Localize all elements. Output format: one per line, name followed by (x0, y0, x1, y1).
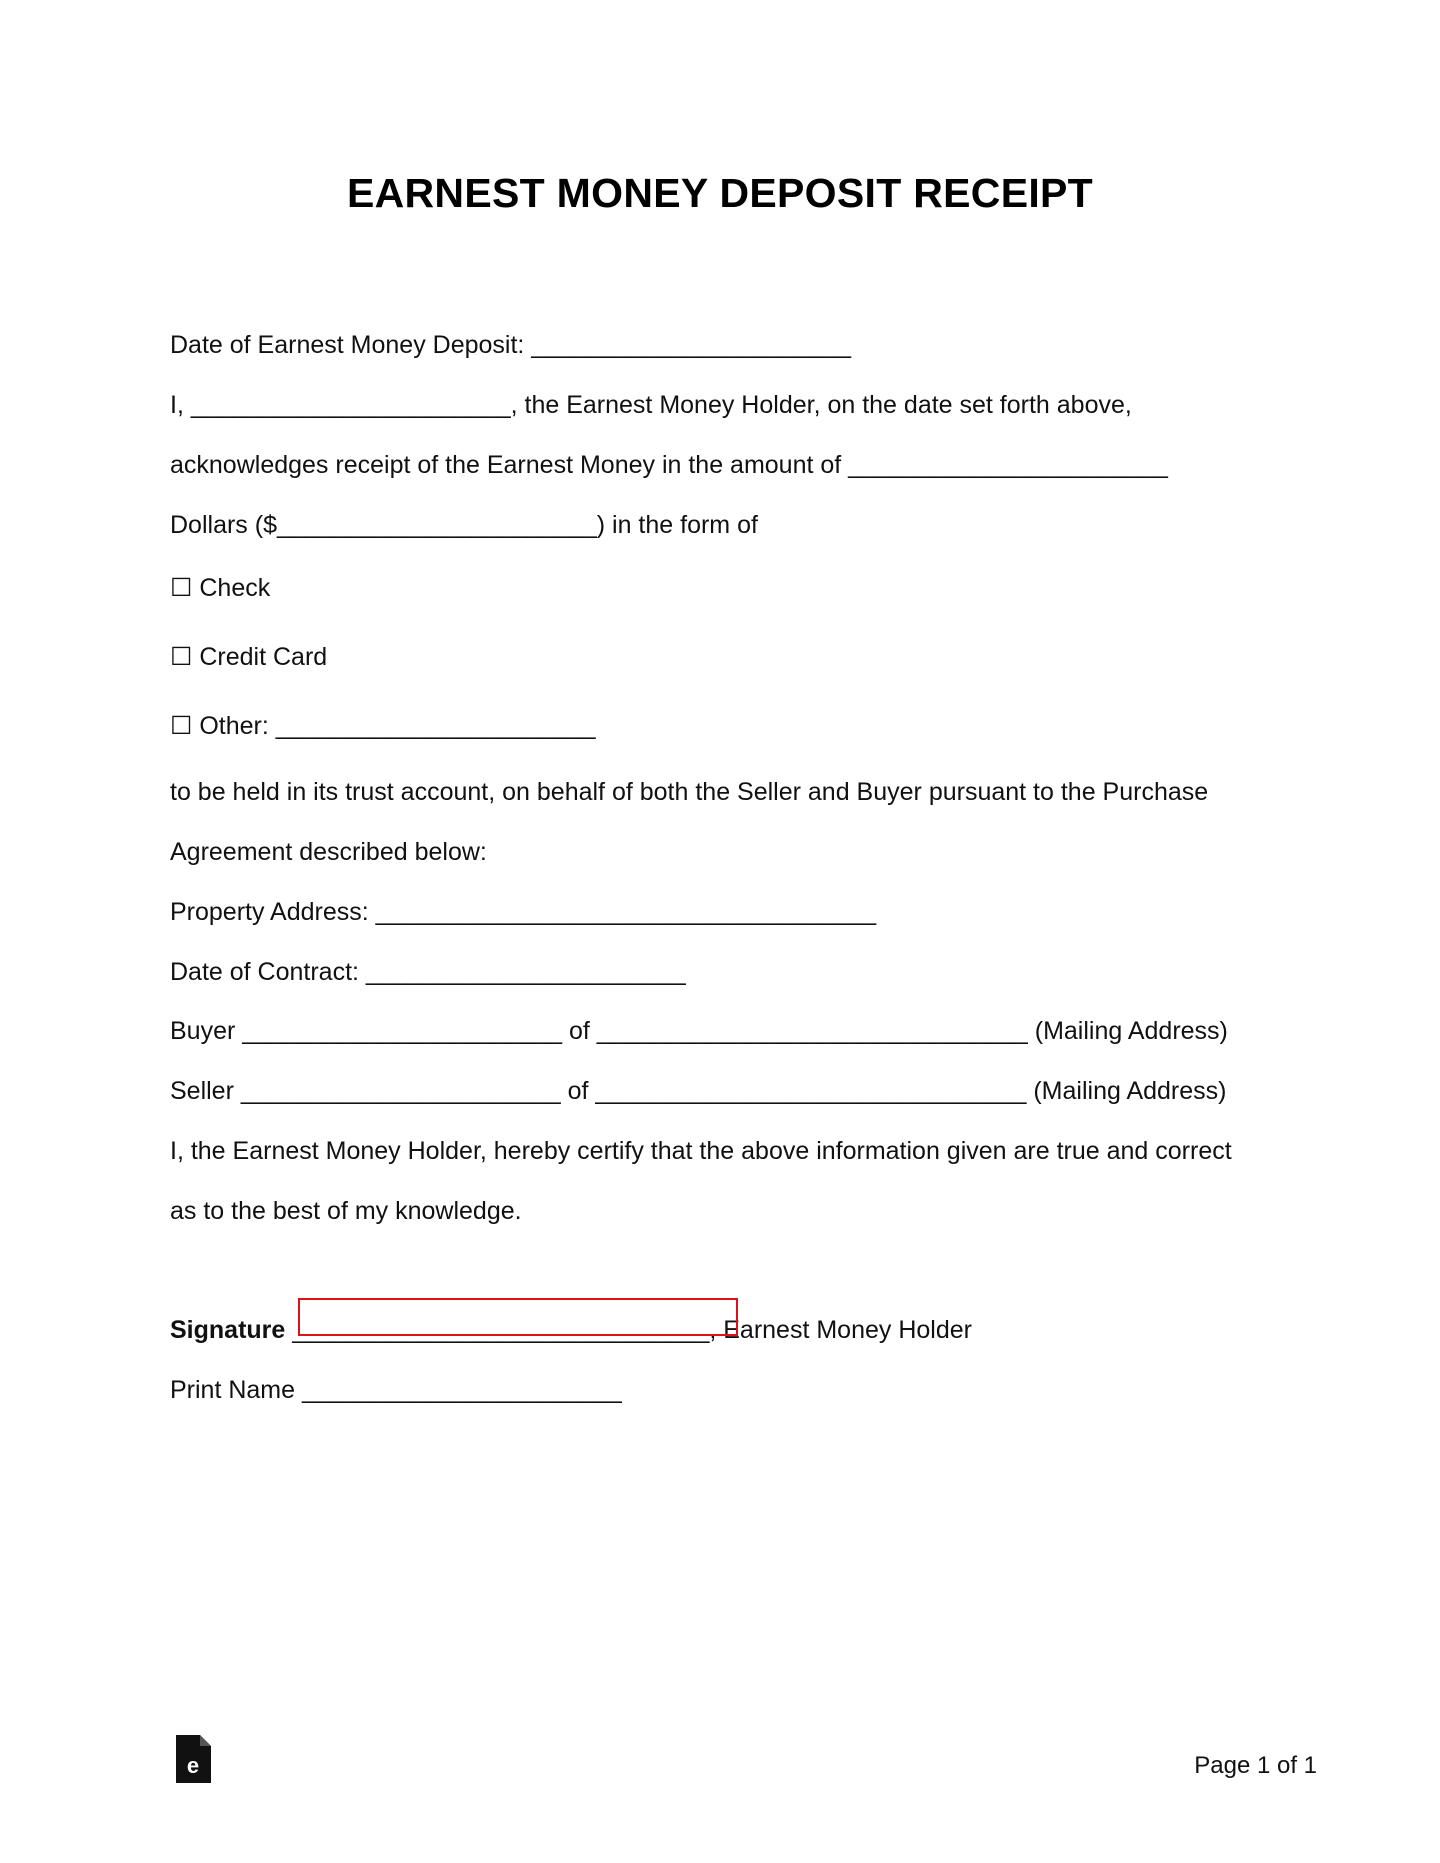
trust-line-2: Agreement described below: (170, 838, 487, 866)
eforms-logo-icon (176, 1735, 211, 1783)
contract-date-line: Date of Contract: _______________________ (170, 958, 686, 986)
certify-line-2: as to the best of my knowledge. (170, 1197, 522, 1225)
document-title: EARNEST MONEY DEPOSIT RECEIPT (346, 170, 1094, 216)
certify-line-1: I, the Earnest Money Holder, hereby certify that the above information given are true and correct (170, 1137, 1232, 1165)
buyer-line: Buyer _______________________ of _______________________________ (Mailing Address) (170, 1017, 1228, 1045)
svg-text:e: e (186, 1753, 200, 1778)
dollars-line: Dollars ($_______________________) in the form of (170, 511, 758, 539)
trust-line-1: to be held in its trust account, on behalf of both the Seller and Buyer pursuant to the Purchase (170, 778, 1209, 806)
check-option[interactable]: ☐ Check (170, 574, 271, 602)
deposit-date-line: Date of Earnest Money Deposit: _______________________ (170, 331, 852, 359)
credit-card-option[interactable]: ☐ Credit Card (170, 643, 328, 671)
page-number: Page 1 of 1 (1194, 1752, 1317, 1779)
signature-label: Signature (170, 1316, 286, 1344)
holder-intro-line: I, _______________________, the Earnest Money Holder, on the date set forth above, (170, 391, 1132, 419)
seller-line: Seller _______________________ of _______________________________ (Mailing Address) (170, 1077, 1227, 1105)
other-option[interactable]: ☐ Other: _______________________ (170, 712, 596, 740)
signature-highlight-box[interactable] (298, 1298, 738, 1336)
signature-blank[interactable]: ______________________________ (285, 1316, 710, 1344)
signature-suffix: , Earnest Money Holder (709, 1316, 972, 1344)
property-address-line: Property Address: ____________________________________ (170, 898, 877, 926)
print-name-line: Print Name _______________________ (170, 1376, 622, 1404)
acknowledges-line: acknowledges receipt of the Earnest Money in the amount of _______________________ (170, 451, 1168, 479)
